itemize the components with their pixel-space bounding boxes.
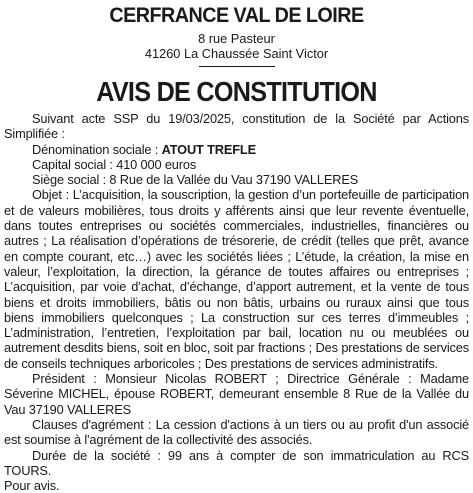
company-address-street: 8 rue Pasteur <box>198 31 275 46</box>
header-divider <box>199 66 275 67</box>
company-address-city: 41260 La Chaussée Saint Victor <box>144 46 329 61</box>
notice-body <box>4 111 469 493</box>
notice-capital: Capital social : 410 000 euros <box>32 156 197 172</box>
notice-intro: Suivant acte SSP du 19/03/2025, constitution de la Société par Actions Simplifiée : <box>4 111 469 142</box>
notice-closing: Pour avis. <box>4 478 60 493</box>
denomination-label: Dénomination sociale : <box>32 141 162 157</box>
company-name: CERFRANCE VAL DE LOIRE <box>109 3 364 27</box>
notice-agrement: Clauses d'agrément : La cession d'actions à un tiers ou au profit d'un associé est soumise à l'agrément de la collectivité des associés. <box>4 416 469 448</box>
denomination-value: ATOUT TREFLE <box>161 141 256 157</box>
notice-duree: Durée de la société : 99 ans à compter de son immatriculation au RCS TOURS. <box>4 447 469 478</box>
notice-objet: Objet : L’acquisition, la souscription, la gestion d’un portefeuille de participation et de valeurs mobilières, tous droits y afférents ainsi que leur revente éventuelle, dans toutes entreprises ou sociétés commerciales, industrielles, financières ou autres ; La réalisation d’opérations de trésorerie, de crédit (telles que prêt, avance en compte courant, etc…) avec les sociétés liées ; L’étude, la création, la mise en valeur, l’exploitation, la direction, la gérance de toutes affaires ou entreprises ; L’acquisition, par voie d’achat, d’échange, d’apport autrement, et la vente de tous biens et droits immobiliers, bâtis ou non bâtis, urbains ou ruraux ainsi que tous biens immobiliers quelconques ; La construction sur ces terres d’immeubles ; L’administration, l’entretien, l’exploitation par bail, location nu ou meublées ou autrement desdits biens, soit en bloc, soit par fractions ; Des prestations de services de conseils techniques arboricoles ; Des prestations de services administratifs. <box>4 187 469 371</box>
notice-denomination <box>4 142 469 157</box>
notice-title: AVIS DE CONSTITUTION <box>96 76 377 107</box>
notice-president: Président : Monsieur Nicolas ROBERT ; Directrice Générale : Madame Séverine MICHEL, épouse ROBERT, demeurant ensemble 8 Rue de la Vallée du Vau 37190 VALLERES <box>4 371 469 417</box>
notice-siege: Siège social : 8 Rue de la Vallée du Vau 37190 VALLERES <box>32 172 359 188</box>
